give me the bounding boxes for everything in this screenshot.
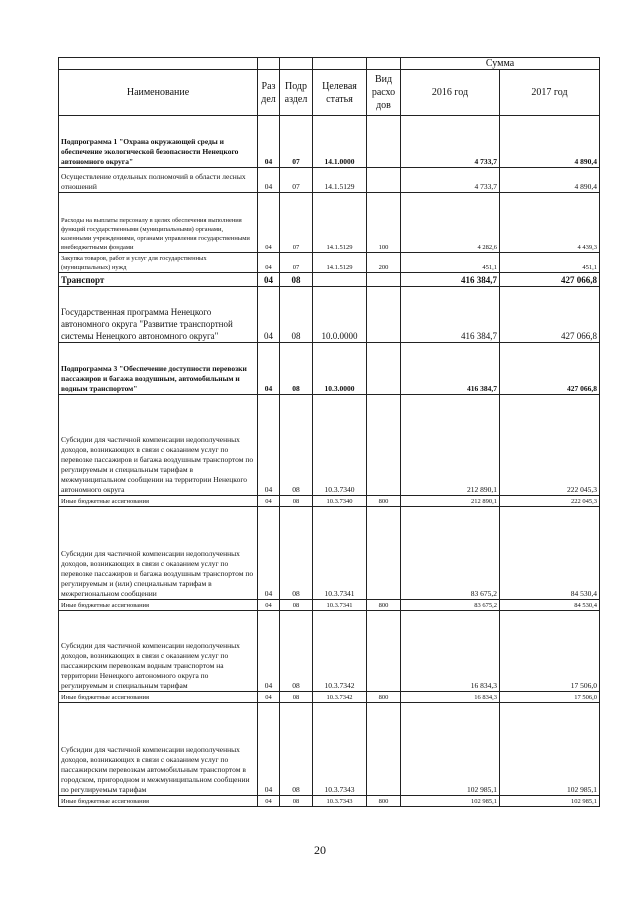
row-tselevaya: 10.3.7343 <box>313 703 367 796</box>
row-2016: 451,1 <box>401 253 500 273</box>
row-name: Иные бюджетные ассигнования <box>59 796 258 807</box>
row-2017: 427 066,8 <box>500 287 600 343</box>
row-tselevaya: 10.3.0000 <box>313 343 367 395</box>
table-row <box>59 395 600 496</box>
row-vid: 800 <box>367 600 401 611</box>
header-podrazdel: Подр аздел <box>280 70 313 116</box>
row-tselevaya: 10.3.7340 <box>313 395 367 496</box>
row-2017: 4 890,4 <box>500 116 600 168</box>
row-podrazdel: 08 <box>280 273 313 287</box>
row-2016: 416 384,7 <box>401 287 500 343</box>
row-podrazdel: 08 <box>280 507 313 600</box>
row-vid <box>367 168 401 193</box>
row-podrazdel: 07 <box>280 168 313 193</box>
row-2017: 84 530,4 <box>500 600 600 611</box>
table-row <box>59 703 600 796</box>
row-razdel: 04 <box>258 496 280 507</box>
table-row <box>59 796 600 807</box>
row-2017: 427 066,8 <box>500 343 600 395</box>
row-razdel: 04 <box>258 273 280 287</box>
table-row <box>59 273 600 287</box>
budget-table <box>58 57 600 807</box>
row-name: Субсидии для частичной компенсации недополученных доходов, возникающих в связи с оказанием услуг по пассажирским перевозкам автомобильным транспортом в городском, пригородном и межмуниципальном сообщении по регулируемым тарифам <box>59 703 258 796</box>
row-2016: 212 890,1 <box>401 395 500 496</box>
row-2016: 83 675,2 <box>401 600 500 611</box>
header-vid: Вид расхо дов <box>367 70 401 116</box>
row-razdel: 04 <box>258 343 280 395</box>
row-vid <box>367 395 401 496</box>
row-vid <box>367 273 401 287</box>
row-vid: 800 <box>367 796 401 807</box>
header-row-sum <box>59 58 600 70</box>
row-name: Транспорт <box>59 273 258 287</box>
row-podrazdel: 08 <box>280 600 313 611</box>
row-name: Субсидии для частичной компенсации недополученных доходов, возникающих в связи с оказанием услуг по перевозке пассажиров и багажа воздушным транспортом по регулируемым и (или) специальным тарифам в межрегиональном сообщении <box>59 507 258 600</box>
row-2016: 4 733,7 <box>401 116 500 168</box>
row-podrazdel: 08 <box>280 343 313 395</box>
row-name: Иные бюджетные ассигнования <box>59 496 258 507</box>
header-tselevaya: Целевая статья <box>313 70 367 116</box>
row-razdel: 04 <box>258 193 280 253</box>
table-row <box>59 692 600 703</box>
table-row <box>59 168 600 193</box>
row-vid <box>367 507 401 600</box>
row-razdel: 04 <box>258 600 280 611</box>
row-name: Закупка товаров, работ и услуг для государственных (муниципальных) нужд <box>59 253 258 273</box>
row-vid <box>367 287 401 343</box>
row-name: Подпрограмма 1 "Охрана окружающей среды и обеспечение экологической безопасности Ненецкого автономного округа" <box>59 116 258 168</box>
row-name: Иные бюджетные ассигнования <box>59 600 258 611</box>
row-name: Субсидии для частичной компенсации недополученных доходов, возникающих в связи с оказанием услуг по пассажирским перевозкам водным транспортом на территории Ненецкого автономного округа по регулируемым и специальным тарифам <box>59 611 258 692</box>
row-tselevaya: 14.1.5129 <box>313 168 367 193</box>
row-2016: 4 282,6 <box>401 193 500 253</box>
table-row <box>59 343 600 395</box>
row-podrazdel: 08 <box>280 287 313 343</box>
row-podrazdel: 08 <box>280 703 313 796</box>
row-tselevaya: 14.1.5129 <box>313 253 367 273</box>
table-row <box>59 116 600 168</box>
header-2017: 2017 год <box>500 70 600 116</box>
row-2017: 427 066,8 <box>500 273 600 287</box>
row-name: Субсидии для частичной компенсации недополученных доходов, возникающих в связи с оказанием услуг по перевозке пассажиров и багажа воздушным транспортом по регулируемым и специальным тарифам в межмуниципальном сообщении на территории Ненецкого автономного округа <box>59 395 258 496</box>
row-2017: 84 530,4 <box>500 507 600 600</box>
row-podrazdel: 07 <box>280 193 313 253</box>
row-2017: 102 985,1 <box>500 703 600 796</box>
row-tselevaya <box>313 273 367 287</box>
row-vid <box>367 703 401 796</box>
row-tselevaya: 10.0.0000 <box>313 287 367 343</box>
row-podrazdel: 08 <box>280 611 313 692</box>
table-row <box>59 600 600 611</box>
row-razdel: 04 <box>258 692 280 703</box>
row-podrazdel: 07 <box>280 253 313 273</box>
table-row <box>59 253 600 273</box>
row-podrazdel: 07 <box>280 116 313 168</box>
row-razdel: 04 <box>258 168 280 193</box>
budget-table-sheet <box>58 57 599 807</box>
row-razdel: 04 <box>258 507 280 600</box>
table-row <box>59 287 600 343</box>
page-number: 20 <box>314 843 326 857</box>
row-name: Иные бюджетные ассигнования <box>59 692 258 703</box>
row-2017: 222 045,3 <box>500 496 600 507</box>
row-tselevaya: 10.3.7342 <box>313 692 367 703</box>
row-podrazdel: 08 <box>280 796 313 807</box>
row-name: Подпрограмма 3 "Обеспечение доступности перевозки пассажиров и багажа воздушным, автомобильным и водным транспортом" <box>59 343 258 395</box>
row-vid <box>367 611 401 692</box>
header-2016: 2016 год <box>401 70 500 116</box>
row-2016: 102 985,1 <box>401 703 500 796</box>
row-2016: 416 384,7 <box>401 273 500 287</box>
row-razdel: 04 <box>258 611 280 692</box>
row-name: Осуществление отдельных полномочий в области лесных отношений <box>59 168 258 193</box>
row-2017: 4 890,4 <box>500 168 600 193</box>
row-2016: 102 985,1 <box>401 796 500 807</box>
row-2017: 17 506,0 <box>500 692 600 703</box>
row-tselevaya: 10.3.7342 <box>313 611 367 692</box>
row-razdel: 04 <box>258 796 280 807</box>
table-row <box>59 611 600 692</box>
header-row <box>59 70 600 116</box>
header-razdel: Раз дел <box>258 70 280 116</box>
row-2016: 83 675,2 <box>401 507 500 600</box>
row-2017: 451,1 <box>500 253 600 273</box>
row-tselevaya: 10.3.7341 <box>313 507 367 600</box>
row-vid: 200 <box>367 253 401 273</box>
row-tselevaya: 14.1.0000 <box>313 116 367 168</box>
row-tselevaya: 10.3.7341 <box>313 600 367 611</box>
row-tselevaya: 10.3.7340 <box>313 496 367 507</box>
row-razdel: 04 <box>258 253 280 273</box>
table-row <box>59 507 600 600</box>
row-name: Государственная программа Ненецкого автономного округа "Развитие транспортной системы Ненецкого автономного округа" <box>59 287 258 343</box>
row-podrazdel: 08 <box>280 395 313 496</box>
row-name: Расходы на выплаты персоналу в целях обеспечения выполнения функций государственными (муниципальными) органами, казенными учреждениями, органами управления государственными внебюджетными фондами <box>59 193 258 253</box>
row-2016: 4 733,7 <box>401 168 500 193</box>
row-tselevaya: 14.1.5129 <box>313 193 367 253</box>
table-row <box>59 193 600 253</box>
table-row <box>59 496 600 507</box>
row-2017: 17 506,0 <box>500 611 600 692</box>
row-2016: 16 834,3 <box>401 692 500 703</box>
row-2017: 222 045,3 <box>500 395 600 496</box>
row-vid: 100 <box>367 193 401 253</box>
row-podrazdel: 08 <box>280 496 313 507</box>
row-vid <box>367 343 401 395</box>
row-vid: 800 <box>367 692 401 703</box>
header-sum: Сумма <box>401 58 600 70</box>
row-razdel: 04 <box>258 395 280 496</box>
row-tselevaya: 10.3.7343 <box>313 796 367 807</box>
row-2017: 102 985,1 <box>500 796 600 807</box>
row-2016: 416 384,7 <box>401 343 500 395</box>
row-2016: 16 834,3 <box>401 611 500 692</box>
row-vid: 800 <box>367 496 401 507</box>
row-razdel: 04 <box>258 703 280 796</box>
row-podrazdel: 08 <box>280 692 313 703</box>
header-name: Наименование <box>59 70 258 116</box>
row-2017: 4 439,3 <box>500 193 600 253</box>
row-razdel: 04 <box>258 287 280 343</box>
row-2016: 212 890,1 <box>401 496 500 507</box>
row-razdel: 04 <box>258 116 280 168</box>
row-vid <box>367 116 401 168</box>
